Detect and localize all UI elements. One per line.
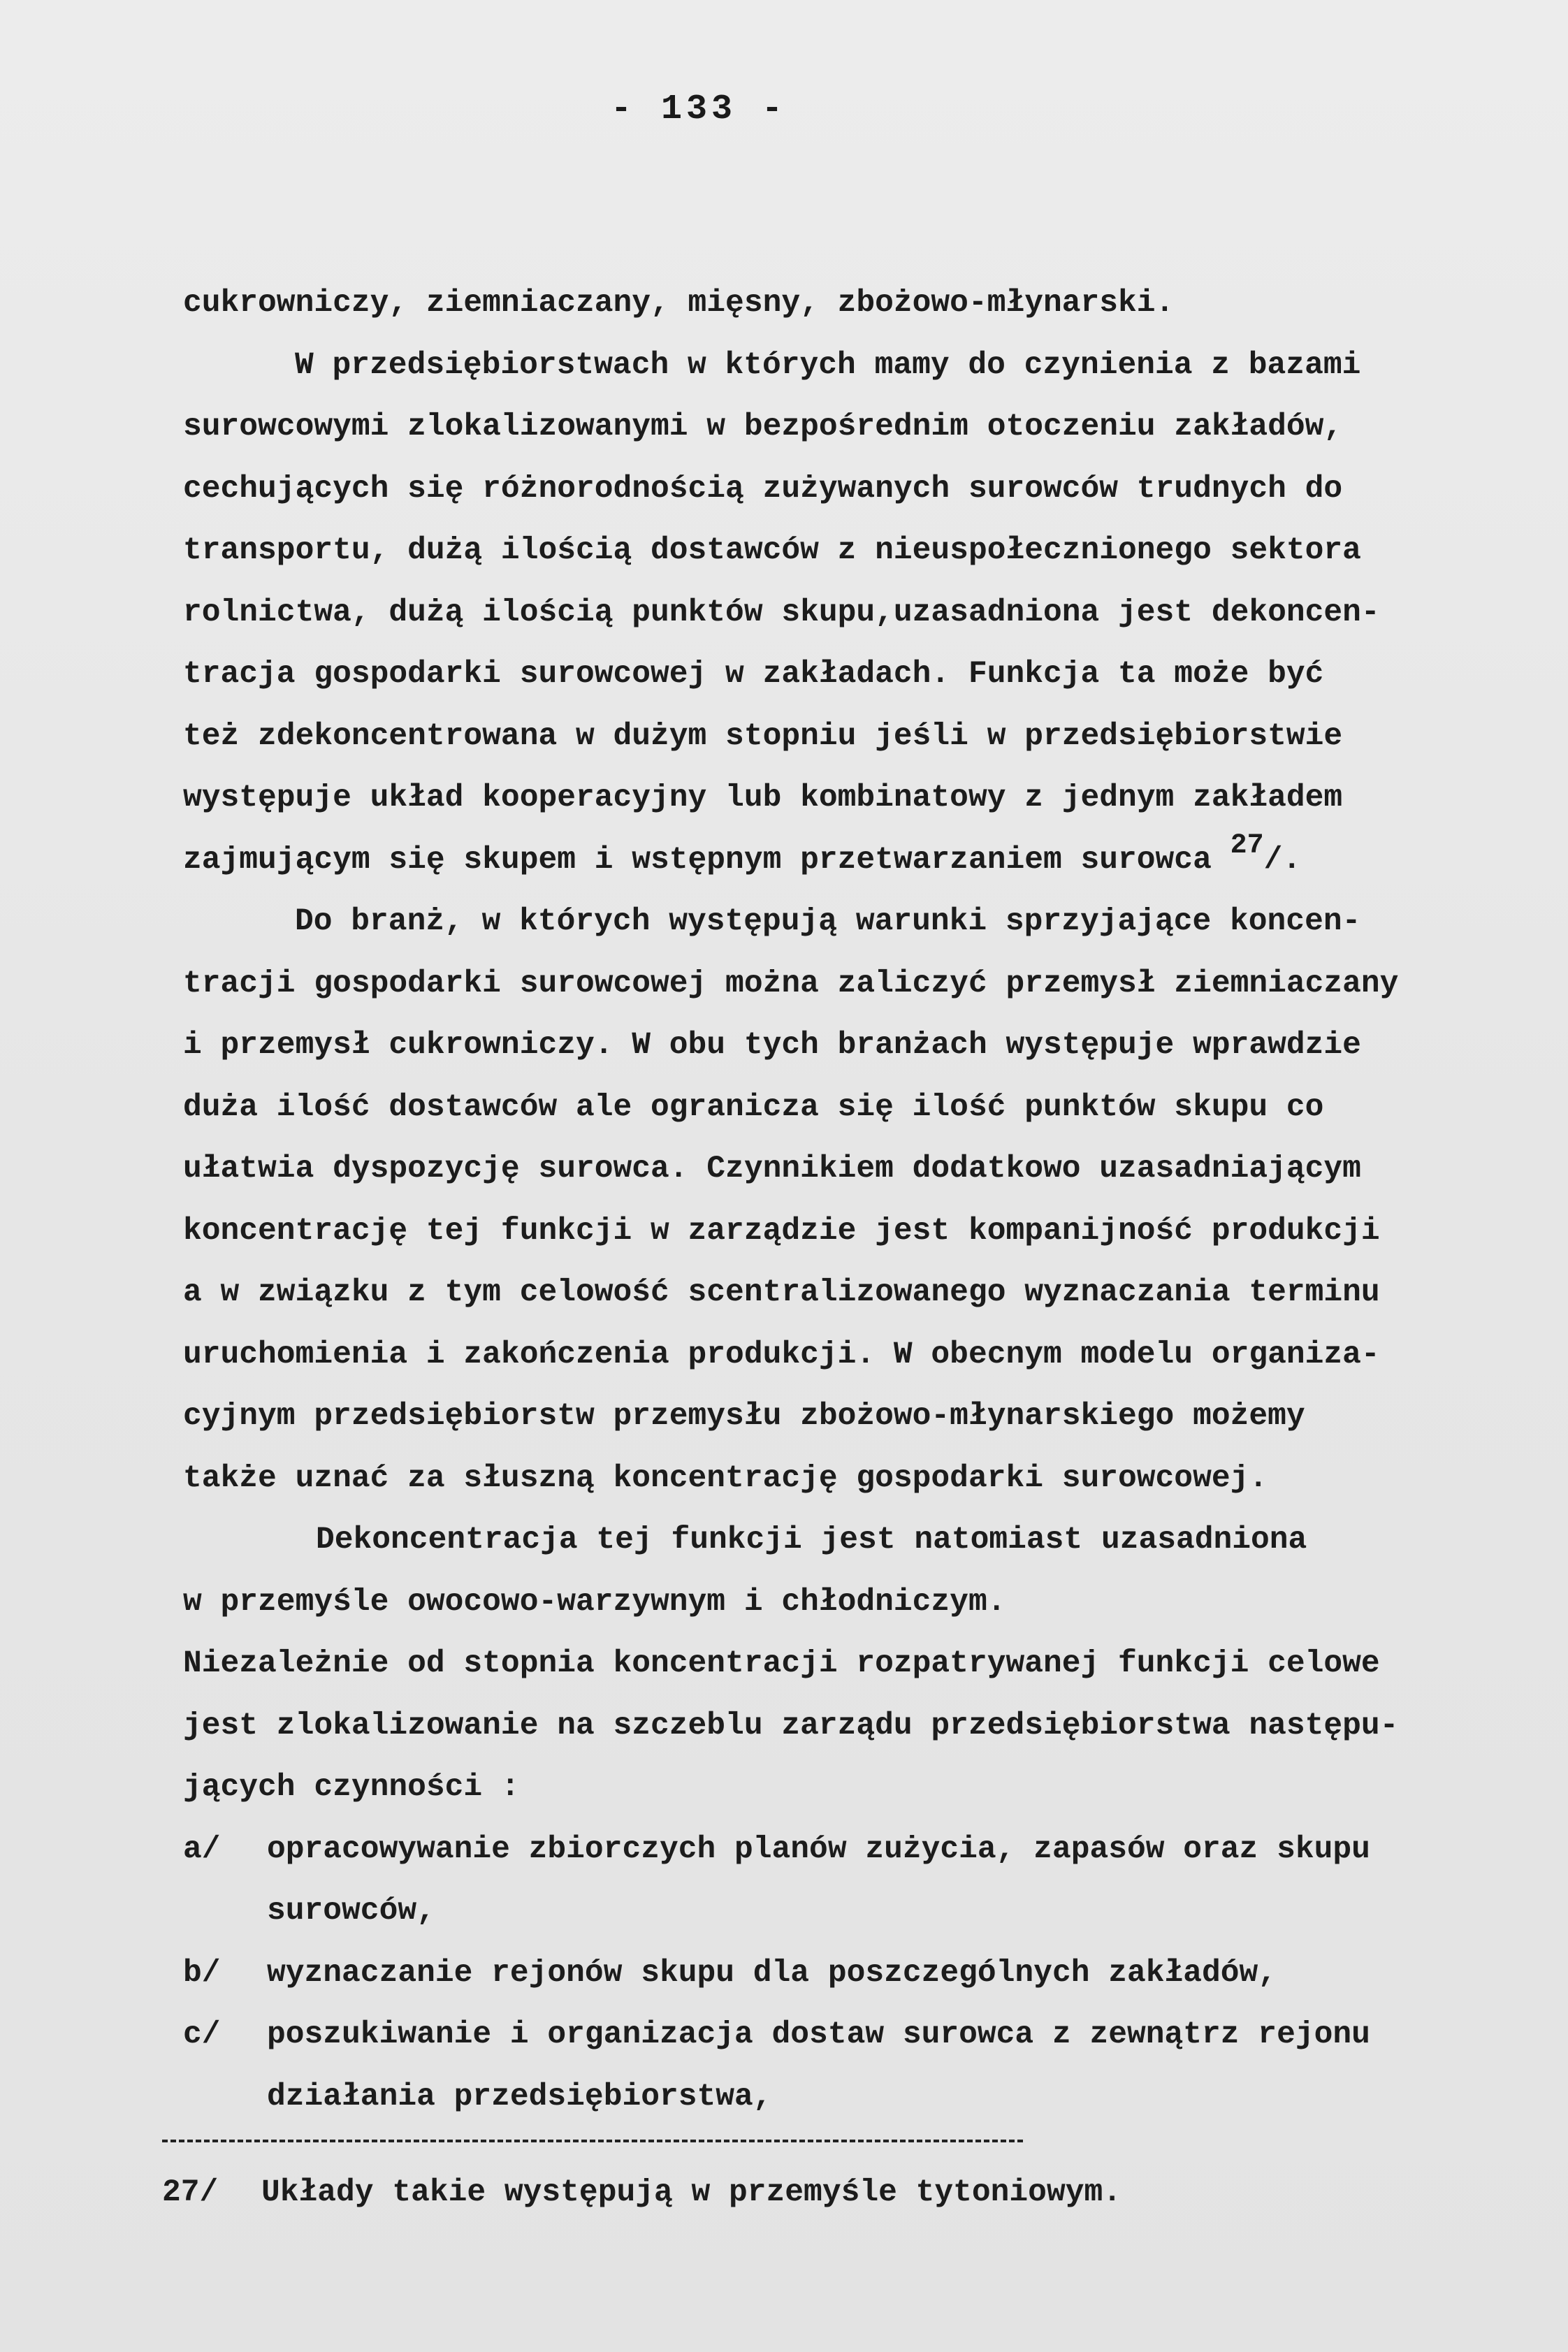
list-item-text: wyznaczanie rejonów skupu dla poszczególnych zakładów, — [267, 1955, 1277, 1991]
paragraph-line: też zdekoncentrowana w dużym stopniu jeśli w przedsiębiorstwie — [183, 718, 1343, 754]
list-item-text: poszukiwanie i organizacja dostaw surowca z zewnątrz rejonu — [267, 2017, 1370, 2052]
paragraph-line: i przemysł cukrowniczy. W obu tych branżach występuje wprawdzie — [183, 1028, 1361, 1063]
list-marker: b/ — [183, 1955, 221, 1991]
paragraph-line: występuje układ kooperacyjny lub kombinatowy z jednym zakładem — [183, 781, 1343, 815]
footnote-marker: 27/ — [162, 2175, 219, 2210]
list-marker: a/ — [183, 1831, 221, 1867]
list-item — [183, 2004, 1532, 2128]
paragraph-text: zajmującym się skupem i wstępnym przetwarzaniem surowca — [183, 842, 1212, 878]
paragraph-line: cechujących się różnorodnością zużywanych surowców trudnych do — [183, 471, 1343, 507]
paragraph-line: tracji gospodarki surowcowej można zaliczyć przemysł ziemniaczany — [183, 966, 1399, 1001]
paragraph-line: także uznać za słuszną koncentrację gospodarki surowcowej. — [183, 1460, 1268, 1496]
paragraph-line: duża ilość dostawców ale ogranicza się ilość punktów skupu co — [183, 1089, 1324, 1125]
paragraph-line: surowcowymi zlokalizowanymi w bezpośrednim otoczeniu zakładów, — [183, 409, 1343, 444]
paragraph-line: W przedsiębiorstwach w których mamy do czynienia z bazami — [295, 347, 1361, 383]
footnote — [162, 2162, 1490, 2223]
paragraph-line: cyjnym przedsiębiorstw przemysłu zbożowo-młynarskiego możemy — [183, 1399, 1305, 1434]
paragraph-line: jest zlokalizowanie na szczeblu zarządu przedsiębiorstwa następu- — [183, 1708, 1399, 1743]
paragraph-line: Do branż, w których występują warunki sprzyjające koncen- — [295, 904, 1361, 939]
paragraph-line: w przemyśle owocowo-warzywnym i chłodniczym. — [183, 1584, 1006, 1620]
list-item — [183, 1819, 1532, 1943]
list-marker: c/ — [183, 2017, 221, 2052]
footnote-text: Układy takie występują w przemyśle tytoniowym. — [261, 2175, 1121, 2210]
body-text — [183, 273, 1532, 2128]
paragraph-line: jących czynności : — [183, 1770, 520, 1805]
paragraph-line: uruchomienia i zakończenia produkcji. W obecnym modelu organiza- — [183, 1337, 1380, 1372]
paragraph-line: ułatwia dyspozycję surowca. Czynnikiem dodatkowo uzasadniającym — [183, 1152, 1361, 1186]
paragraph-line: rolnictwa, dużą ilością punktów skupu,uzasadniona jest dekoncen- — [183, 595, 1380, 630]
footnote-divider — [162, 2140, 1023, 2142]
paragraph-line: Niezależnie od stopnia koncentracji rozpatrywanej funkcji celowe — [183, 1646, 1380, 1681]
paragraph-line: tracja gospodarki surowcowej w zakładach. Funkcja ta może być — [183, 657, 1324, 692]
paragraph-line — [183, 829, 1532, 892]
paragraph-line: koncentrację tej funkcji w zarządzie jest kompanijność produkcji — [183, 1213, 1380, 1249]
paragraph-line: cukrowniczy, ziemniaczany, mięsny, zbożowo-młynarski. — [183, 286, 1175, 321]
list-item-text: działania przedsiębiorstwa, — [267, 2079, 772, 2114]
list-item — [183, 1943, 1532, 2005]
footnote-reference: 27 — [1230, 829, 1264, 862]
page-number: - 133 - — [610, 89, 787, 129]
list-item-text: opracowywanie zbiorczych planów zużycia, zapasów oraz skupu — [267, 1831, 1370, 1867]
paragraph-line: transportu, dużą ilością dostawców z nieuspołecznionego sektora — [183, 533, 1361, 568]
list-item-text: surowców, — [267, 1894, 435, 1929]
paragraph-line: Dekoncentracja tej funkcji jest natomiast uzasadniona — [316, 1523, 1307, 1558]
footnote-reference-tail: /. — [1263, 842, 1302, 878]
paragraph-line: a w związku z tym celowość scentralizowanego wyznaczania terminu — [183, 1275, 1380, 1310]
